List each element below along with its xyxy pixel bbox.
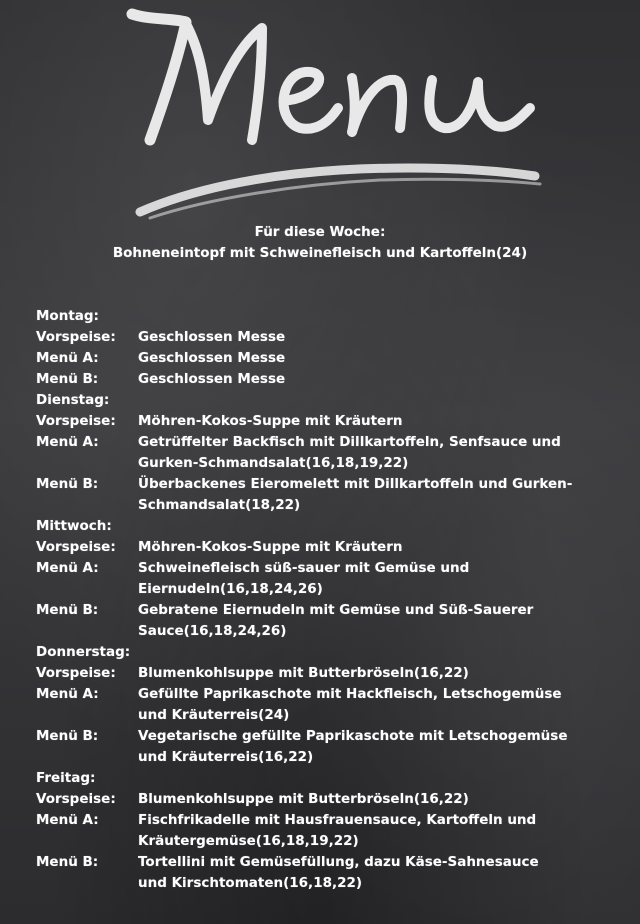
week-special-dish: Bohneneintopf mit Schweinefleisch und Kartoffeln(24) xyxy=(112,245,528,261)
course-line: und Kräuterreis(16,22) xyxy=(138,749,314,765)
course-line: Blumenkohlsuppe mit Butterbröseln(16,22) xyxy=(138,665,469,681)
course-text xyxy=(138,600,626,642)
course-line: Möhren-Kokos-Suppe mit Kräutern xyxy=(138,413,403,429)
course-text xyxy=(138,684,626,726)
menu-row xyxy=(36,537,626,558)
menu-row xyxy=(36,411,626,432)
course-line: Vegetarische gefüllte Paprikaschote mit Letschogemüse xyxy=(138,728,568,744)
menu-row xyxy=(36,726,626,768)
menu-row xyxy=(36,810,626,852)
course-label: Menü A: xyxy=(36,350,99,366)
menu-row xyxy=(36,327,626,348)
course-line: Getrüffelter Backfisch mit Dillkartoffeln, Senfsauce und xyxy=(138,434,561,450)
course-line: Fischfrikadelle mit Hausfrauensauce, Kartoffeln und xyxy=(138,812,537,828)
week-special xyxy=(0,222,640,264)
course-text xyxy=(138,369,626,390)
menu-row xyxy=(36,663,626,684)
day-label-montag: Montag: xyxy=(36,308,99,324)
course-line: Eiernudeln(16,18,24,26) xyxy=(138,581,323,597)
course-label: Menü A: xyxy=(36,434,99,450)
day-label-freitag: Freitag: xyxy=(36,770,96,786)
course-label: Vorspeise: xyxy=(36,539,116,555)
course-label: Menü B: xyxy=(36,854,99,870)
course-text xyxy=(138,327,626,348)
course-line: Sauce(16,18,24,26) xyxy=(138,623,287,639)
course-line: Geschlossen Messe xyxy=(138,350,286,366)
menu-row xyxy=(36,600,626,642)
course-label: Menü B: xyxy=(36,728,99,744)
course-line: Schmandsalat(18,22) xyxy=(138,497,301,513)
menu-row xyxy=(36,432,626,474)
course-text xyxy=(138,810,626,852)
course-text xyxy=(138,537,626,558)
course-label: Vorspeise: xyxy=(36,791,116,807)
course-line: Blumenkohlsuppe mit Butterbröseln(16,22) xyxy=(138,791,469,807)
course-line: Gurken-Schmandsalat(16,18,19,22) xyxy=(138,455,409,471)
menu-chalk-logo xyxy=(0,0,640,240)
course-label: Menü B: xyxy=(36,371,99,387)
course-label: Vorspeise: xyxy=(36,329,116,345)
course-label: Menü A: xyxy=(36,686,99,702)
course-label: Vorspeise: xyxy=(36,665,116,681)
course-line: Geschlossen Messe xyxy=(138,371,286,387)
course-label: Menü A: xyxy=(36,812,99,828)
course-text xyxy=(138,726,626,768)
menu-row xyxy=(36,852,626,894)
menu-row xyxy=(36,558,626,600)
course-label: Menü B: xyxy=(36,602,99,618)
menu-row xyxy=(36,789,626,810)
course-line: und Kräuterreis(24) xyxy=(138,707,290,723)
course-label: Vorspeise: xyxy=(36,413,116,429)
menu-row xyxy=(36,348,626,369)
course-label: Menü A: xyxy=(36,560,99,576)
menu-row xyxy=(36,684,626,726)
course-text xyxy=(138,663,626,684)
weekly-menu xyxy=(36,306,626,894)
course-line: Gebratene Eiernudeln mit Gemüse und Süß-Sauerer xyxy=(138,602,534,618)
menu-row xyxy=(36,474,626,516)
course-line: und Kirschtomaten(16,18,22) xyxy=(138,875,363,891)
course-line: Geschlossen Messe xyxy=(138,329,286,345)
course-text xyxy=(138,558,626,600)
course-line: Tortellini mit Gemüsefüllung, dazu Käse-Sahnesauce xyxy=(138,854,539,870)
menu-row xyxy=(36,369,626,390)
course-line: Kräutergemüse(16,18,19,22) xyxy=(138,833,359,849)
day-label-mittwoch: Mittwoch: xyxy=(36,518,112,534)
course-text xyxy=(138,474,626,516)
course-line: Schweinefleisch süß-sauer mit Gemüse und xyxy=(138,560,470,576)
course-text xyxy=(138,852,626,894)
week-special-heading: Für diese Woche: xyxy=(254,224,386,240)
course-text xyxy=(138,789,626,810)
day-label-dienstag: Dienstag: xyxy=(36,392,110,408)
day-label-donnerstag: Donnerstag: xyxy=(36,644,131,660)
course-text xyxy=(138,348,626,369)
course-text xyxy=(138,411,626,432)
course-line: Überbackenes Eieromelett mit Dillkartoffeln und Gurken- xyxy=(138,476,573,492)
course-text xyxy=(138,432,626,474)
course-label: Menü B: xyxy=(36,476,99,492)
course-line: Möhren-Kokos-Suppe mit Kräutern xyxy=(138,539,403,555)
course-line: Gefüllte Paprikaschote mit Hackfleisch, Letschogemüse xyxy=(138,686,562,702)
